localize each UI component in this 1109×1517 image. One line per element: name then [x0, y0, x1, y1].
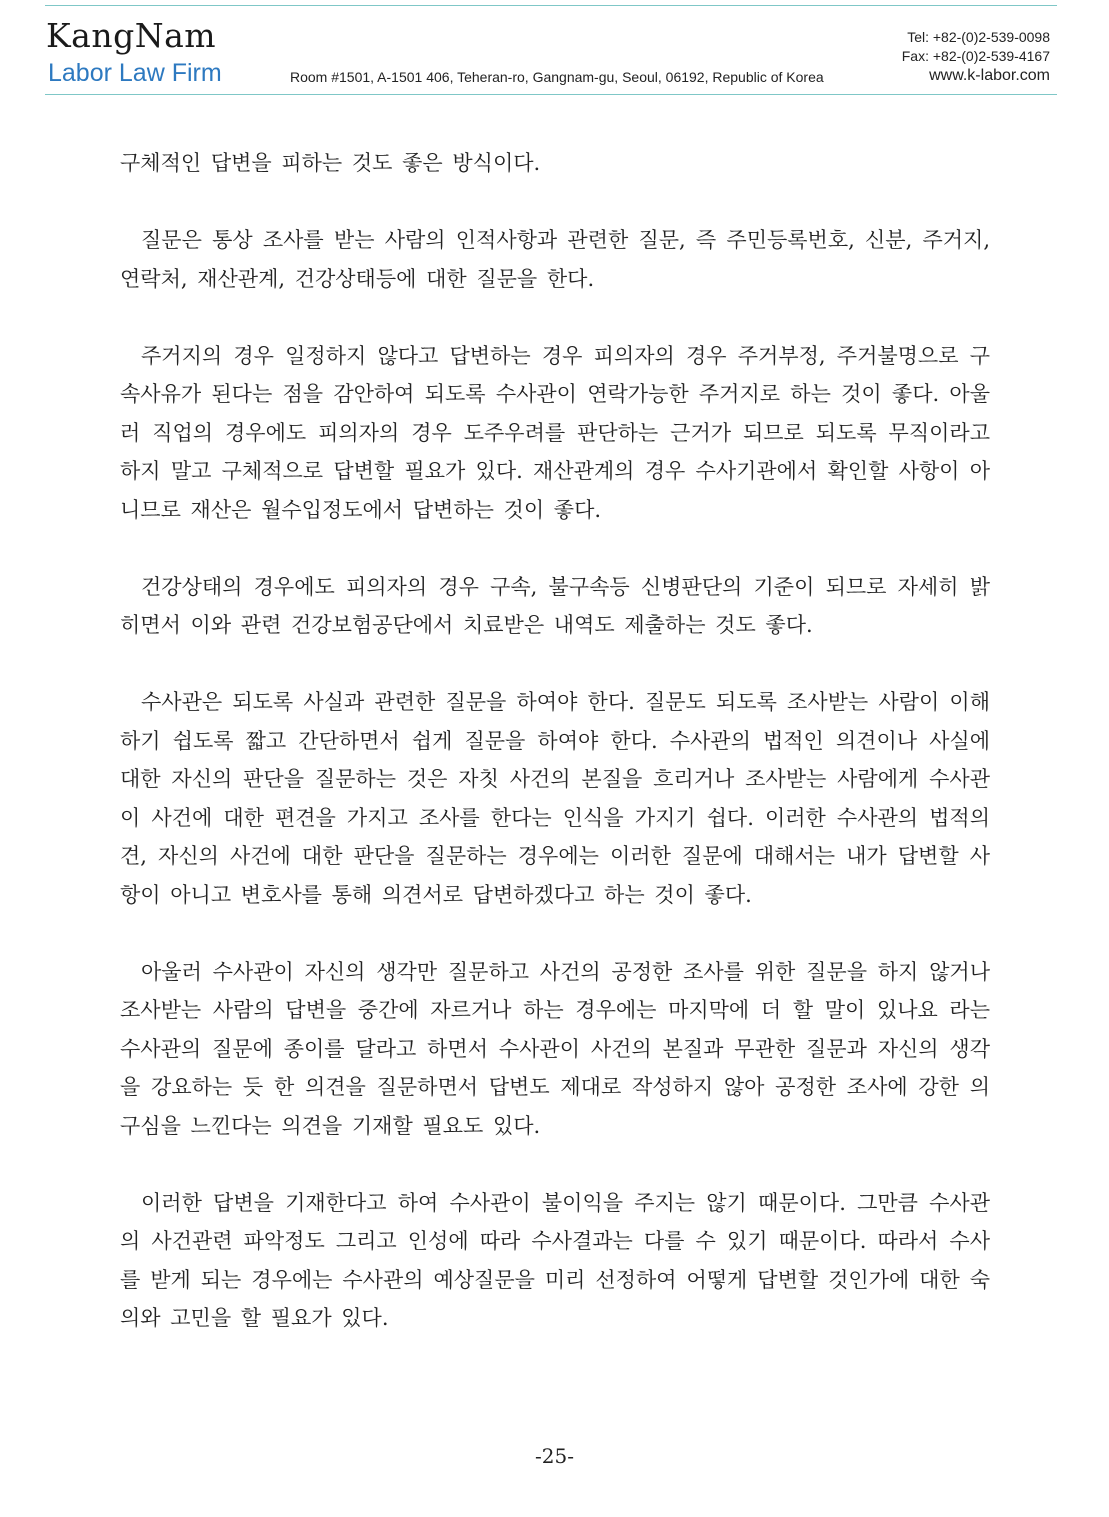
paragraph-2: 질문은 통상 조사를 받는 사람의 인적사항과 관련한 질문, 즉 주민등록번호, 신분, 주거지, 연락처, 재산관계, 건강상태등에 대한 질문을 한다. [120, 228, 990, 291]
top-rule [45, 5, 1057, 6]
header-divider [45, 94, 1057, 95]
firm-name: KangNam [46, 16, 217, 55]
page-number: -25- [535, 1444, 574, 1468]
document-body [120, 144, 990, 1376]
firm-address: Room #1501, A-1501 406, Teheran-ro, Gangnam-gu, Seoul, 06192, Republic of Korea [290, 69, 824, 85]
paragraph-6: 아울러 수사관이 자신의 생각만 질문하고 사건의 공정한 조사를 위한 질문을 하지 않거나 조사받는 사람의 답변을 중간에 자르거나 하는 경우에는 마지막에 더 할 말이 있나요 라는 수사관의 질문에 종이를 달라고 하면서 수사관이 사건의 본질과 무관한 질문과 자신의 생각을 강요하는 듯 한 의견을 질문하면서 답변도 제대로 작성하지 않아 공정한 조사에 강한 의구심을 느낀다는 의견을 기재할 필요도 있다. [120, 959, 990, 1138]
paragraph-4: 건강상태의 경우에도 피의자의 경우 구속, 불구속등 신병판단의 기준이 되므로 자세히 밝히면서 이와 관련 건강보험공단에서 치료받은 내역도 제출하는 것도 좋다. [120, 574, 990, 637]
paragraph-1: 구체적인 답변을 피하는 것도 좋은 방식이다. [120, 151, 541, 175]
paragraph-7: 이러한 답변을 기재한다고 하여 수사관이 불이익을 주지는 않기 때문이다. 그만큼 수사관의 사건관련 파악정도 그리고 인성에 따라 수사결과는 다를 수 있기 때문이다. 따라서 수사를 받게 되는 경우에는 수사관의 예상질문을 미리 선정하여 어떻게 답변할 것인가에 대한 숙의와 고민을 할 필요가 있다. [120, 1190, 990, 1330]
tel-number: Tel: +82-(0)2-539-0098 [907, 29, 1050, 45]
fax-number: Fax: +82-(0)2-539-4167 [901, 48, 1050, 64]
website-link[interactable]: www.k-labor.com [929, 67, 1050, 84]
contact-block [902, 28, 1050, 86]
firm-subtitle: Labor Law Firm [48, 59, 222, 87]
letterhead [45, 12, 1057, 92]
paragraph-5: 수사관은 되도록 사실과 관련한 질문을 하여야 한다. 질문도 되도록 조사받는 사람이 이해하기 쉽도록 짧고 간단하면서 쉽게 질문을 하여야 한다. 수사관의 법적인 의견이나 사실에 대한 자신의 판단을 질문하는 것은 자칫 사건의 본질을 흐리거나 조사받는 사람에게 수사관이 사건에 대한 편견을 가지고 조사를 한다는 인식을 가지기 쉽다. 이러한 수사관의 법적의견, 자신의 사건에 대한 판단을 질문하는 경우에는 이러한 질문에 대해서는 내가 답변할 사항이 아니고 변호사를 통해 의견서로 답변하겠다고 하는 것이 좋다. [120, 690, 990, 907]
paragraph-3: 주거지의 경우 일정하지 않다고 답변하는 경우 피의자의 경우 주거부정, 주거불명으로 구속사유가 된다는 점을 감안하여 되도록 수사관이 연락가능한 주거지로 하는 것이 좋다. 아울러 직업의 경우에도 피의자의 경우 도주우려를 판단하는 근거가 되므로 되도록 무직이라고 하지 말고 구체적으로 답변할 필요가 있다. 재산관계의 경우 수사기관에서 확인할 사항이 아니므로 재산은 월수입정도에서 답변하는 것이 좋다. [120, 343, 990, 522]
